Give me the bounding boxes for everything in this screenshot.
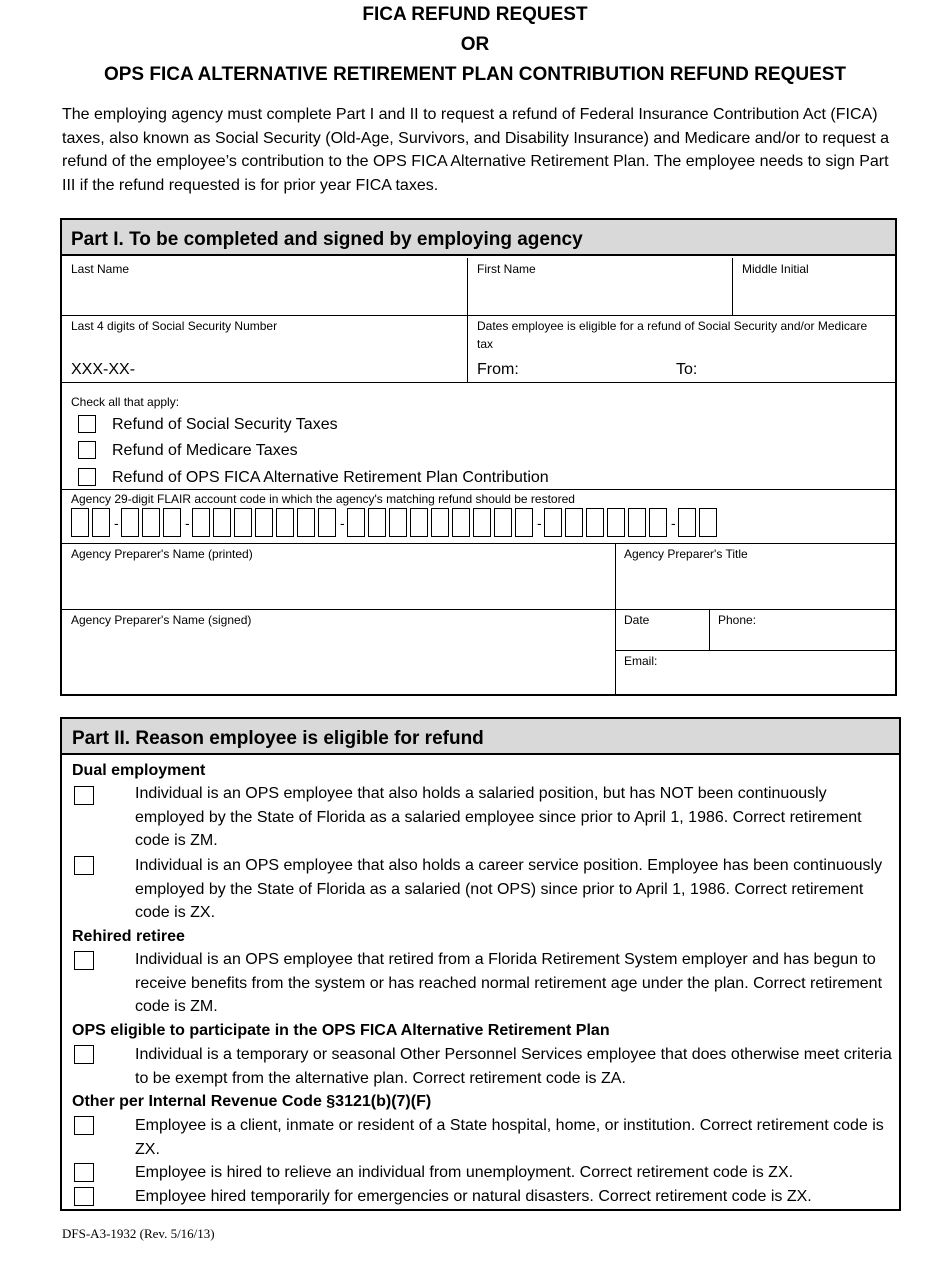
flair-digit-box-29[interactable] [699, 508, 717, 537]
flair-digit-box-12[interactable] [318, 508, 336, 537]
other-irc-heading: Other per Internal Revenue Code §3121(b)(7)(F) [72, 1093, 432, 1110]
middle-initial-label: Middle Initial [742, 262, 809, 276]
flair-digit-box-26[interactable] [628, 508, 646, 537]
to-date-field[interactable] [707, 358, 887, 380]
refund-social-security-checkbox[interactable] [78, 415, 96, 433]
flair-separator: - [114, 515, 119, 531]
ssn-prefix: XXX-XX- [71, 361, 136, 378]
flair-digit-box-11[interactable] [297, 508, 315, 537]
flair-digit-box-1[interactable] [71, 508, 89, 537]
flair-digit-box-10[interactable] [276, 508, 294, 537]
preparer-printed-label: Agency Preparer's Name (printed) [71, 547, 253, 561]
flair-digit-box-4[interactable] [142, 508, 160, 537]
title-line-1: FICA REFUND REQUEST [362, 4, 588, 25]
reason-dual-career-checkbox[interactable] [74, 856, 94, 875]
flair-digit-box-6[interactable] [192, 508, 210, 537]
flair-digit-box-24[interactable] [586, 508, 604, 537]
middle-initial-field[interactable] [734, 278, 893, 314]
email-label: Email: [624, 654, 658, 668]
ops-eligible-heading: OPS eligible to participate in the OPS FICA Alternative Retirement Plan [72, 1022, 610, 1039]
flair-digit-box-21[interactable] [515, 508, 533, 537]
flair-code-boxes [71, 506, 791, 540]
phone-label: Phone: [718, 613, 757, 627]
part-2-section [60, 717, 901, 1211]
reason-ops-temporary-checkbox[interactable] [74, 1045, 94, 1064]
title-line-2: OR [460, 34, 490, 55]
part-2-heading: Part II. Reason employee is eligible for refund [62, 719, 899, 755]
flair-digit-box-2[interactable] [92, 508, 110, 537]
reason-dual-salaried-checkbox[interactable] [74, 786, 94, 805]
flair-digit-box-27[interactable] [649, 508, 667, 537]
rehired-retiree-heading: Rehired retiree [72, 928, 185, 945]
first-name-field[interactable] [469, 278, 730, 314]
flair-digit-box-19[interactable] [473, 508, 491, 537]
to-label: To: [676, 361, 698, 378]
email-field[interactable] [617, 670, 893, 692]
flair-digit-box-25[interactable] [607, 508, 625, 537]
flair-digit-box-17[interactable] [431, 508, 449, 537]
preparer-signature-field[interactable] [63, 629, 613, 692]
divider [732, 258, 733, 315]
from-date-field[interactable] [527, 358, 667, 380]
divider [709, 609, 710, 650]
date-field[interactable] [617, 629, 707, 649]
check-all-label: Check all that apply: [71, 395, 180, 409]
reason-rehired-checkbox[interactable] [74, 951, 94, 970]
refund-ops-fica-label: Refund of OPS FICA Alternative Retirement Plan Contribution [112, 469, 549, 486]
ssn-label: Last 4 digits of Social Security Number [71, 319, 278, 333]
reason-dual-salaried-text: Individual is an OPS employee that also holds a salaried position, but has NOT been continuously employed by the State of Florida as a salaried employee since prior to April 1, 1986. Correct retirement code is ZM. [135, 785, 862, 849]
flair-code-label: Agency 29-digit FLAIR account code in which the agency's matching refund should be restored [71, 492, 575, 506]
divider [467, 258, 468, 382]
phone-field[interactable] [711, 629, 893, 649]
part-1-section [60, 218, 897, 696]
flair-digit-box-20[interactable] [494, 508, 512, 537]
flair-digit-box-8[interactable] [234, 508, 252, 537]
last-name-field[interactable] [63, 278, 465, 314]
refund-social-security-label: Refund of Social Security Taxes [112, 416, 338, 433]
flair-digit-box-9[interactable] [255, 508, 273, 537]
divider [62, 543, 895, 544]
preparer-signed-label: Agency Preparer's Name (signed) [71, 613, 252, 627]
reason-client-inmate-text: Employee is a client, inmate or resident of a State hospital, home, or institution. Correct retirement code is ZX. [135, 1117, 884, 1158]
document-titles [0, 0, 950, 90]
flair-separator: - [340, 515, 345, 531]
divider [615, 650, 895, 651]
flair-separator: - [537, 515, 542, 531]
ssn-field[interactable] [142, 358, 462, 380]
reason-rehired-text: Individual is an OPS employee that retired from a Florida Retirement System employer and has begun to receive benefits from the system or has reached normal retirement age under the plan. Correct retirement code is ZM. [135, 951, 883, 1015]
dates-label: Dates employee is eligible for a refund of Social Security and/or Medicare tax [477, 319, 868, 351]
flair-digit-box-23[interactable] [565, 508, 583, 537]
dual-employment-heading: Dual employment [72, 762, 206, 779]
from-label: From: [477, 361, 519, 378]
reason-dual-career-text: Individual is an OPS employee that also holds a career service position. Employee has been continuously employed by the State of Florida as a salaried (not OPS) since prior to April 1, 1986. Correct retirement code is ZX. [135, 857, 883, 921]
reason-ops-temporary-text: Individual is a temporary or seasonal Other Personnel Services employee that does otherwise meet criteria to be exempt from the alternative plan. Correct retirement code is ZA. [135, 1046, 892, 1087]
flair-digit-box-14[interactable] [368, 508, 386, 537]
flair-digit-box-18[interactable] [452, 508, 470, 537]
flair-digit-box-13[interactable] [347, 508, 365, 537]
divider [62, 315, 895, 316]
reason-emergency-checkbox[interactable] [74, 1187, 94, 1206]
date-label: Date [624, 613, 650, 627]
flair-separator: - [671, 515, 676, 531]
flair-digit-box-16[interactable] [410, 508, 428, 537]
preparer-title-label: Agency Preparer's Title [624, 547, 748, 561]
flair-digit-box-3[interactable] [121, 508, 139, 537]
part-1-heading: Part I. To be completed and signed by employing agency [62, 220, 895, 256]
intro-paragraph: The employing agency must complete Part I and II to request a refund of Federal Insurance Contribution Act (FICA) taxes, also known as Social Security (Old-Age, Survivors, and Disability Insurance) and Medicare and/or to request a refund of the employee’s contribution to the OPS FICA Alternative Retirement Plan. The employee needs to sign Part III if the refund requested is for prior year FICA taxes. [62, 106, 890, 194]
form-number: DFS-A3-1932 (Rev. 5/16/13) [62, 1226, 215, 1241]
flair-digit-box-5[interactable] [163, 508, 181, 537]
flair-separator: - [185, 515, 190, 531]
first-name-label: First Name [477, 262, 536, 276]
divider [615, 543, 616, 694]
preparer-printed-field[interactable] [63, 563, 613, 607]
flair-digit-box-28[interactable] [678, 508, 696, 537]
divider [62, 382, 895, 383]
preparer-title-field[interactable] [617, 563, 893, 607]
reason-unemployment-checkbox[interactable] [74, 1163, 94, 1182]
divider [62, 609, 895, 610]
refund-medicare-checkbox[interactable] [78, 441, 96, 459]
title-line-3: OPS FICA ALTERNATIVE RETIREMENT PLAN CONTRIBUTION REFUND REQUEST [103, 64, 847, 85]
refund-ops-fica-checkbox[interactable] [78, 468, 96, 486]
flair-digit-box-15[interactable] [389, 508, 407, 537]
flair-digit-box-22[interactable] [544, 508, 562, 537]
flair-digit-box-7[interactable] [213, 508, 231, 537]
reason-unemployment-text: Employee is hired to relieve an individual from unemployment. Correct retirement code is ZX. [135, 1164, 794, 1181]
reason-emergency-text: Employee hired temporarily for emergencies or natural disasters. Correct retirement code is ZX. [135, 1188, 812, 1205]
reason-client-inmate-checkbox[interactable] [74, 1116, 94, 1135]
refund-medicare-label: Refund of Medicare Taxes [112, 442, 298, 459]
last-name-label: Last Name [71, 262, 130, 276]
